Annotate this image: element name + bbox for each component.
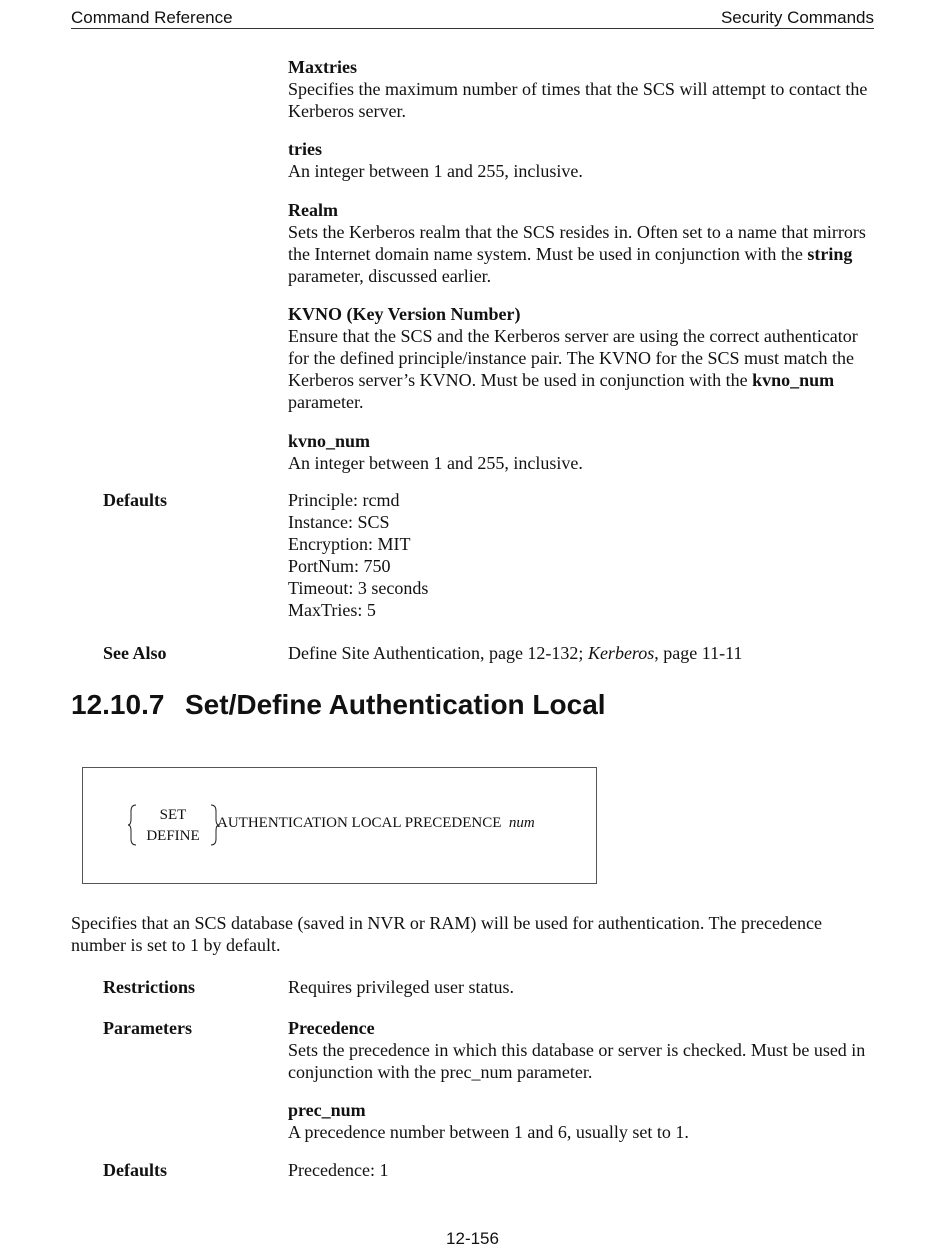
syntax-argument: num xyxy=(508,815,535,831)
param-desc-bold: string xyxy=(807,244,853,264)
param-desc-bold: kvno_num xyxy=(752,370,835,390)
param-kvno-num xyxy=(288,430,878,474)
param-desc: A precedence number between 1 and 6, usually set to 1. xyxy=(288,1122,689,1142)
param-term: KVNO (Key Version Number) xyxy=(288,304,521,324)
section-title: Set/Define Authentication Local xyxy=(185,689,606,720)
param-desc: An integer between 1 and 255, inclusive. xyxy=(288,453,583,473)
restrictions-label: Restrictions xyxy=(103,977,195,997)
section-description: Specifies that an SCS database (saved in NVR or RAM) will be used for authentication. The precedence number is set to 1 by default. xyxy=(71,913,822,955)
defaults-label: Defaults xyxy=(103,1160,167,1180)
page-number: 12-156 xyxy=(446,1229,499,1248)
param-desc-tail: parameter. xyxy=(288,392,364,412)
syntax-option-set: SET xyxy=(159,807,187,823)
section-heading xyxy=(71,688,606,722)
param-prec-num xyxy=(288,1099,878,1143)
default-line: PortNum: 750 xyxy=(288,556,391,576)
param-maxtries xyxy=(288,56,878,122)
default-line: Timeout: 3 seconds xyxy=(288,578,429,598)
param-term: kvno_num xyxy=(288,431,371,451)
param-term: prec_num xyxy=(288,1100,366,1120)
see-also-text xyxy=(288,642,878,664)
param-term: Maxtries xyxy=(288,57,357,77)
section-number: 12.10.7 xyxy=(71,689,165,720)
param-desc-tail: parameter, discussed earlier. xyxy=(288,266,492,286)
param-term: Precedence xyxy=(288,1018,375,1038)
param-tries xyxy=(288,138,878,182)
default-line: Instance: SCS xyxy=(288,512,390,532)
see-also-ref: Define Site Authentication, page 12-132; xyxy=(288,643,588,663)
running-header xyxy=(71,6,874,29)
param-kvno xyxy=(288,303,878,413)
default-line: Encryption: MIT xyxy=(288,534,411,554)
syntax-options xyxy=(143,805,203,847)
param-term: Realm xyxy=(288,200,338,220)
defaults-label: Defaults xyxy=(103,490,167,510)
defaults-precedence: Precedence: 1 xyxy=(288,1160,389,1180)
param-desc: Ensure that the SCS and the Kerberos server are using the correct authenticator for the defined principle/instance pair. The KVNO for the SCS must match the Kerberos server’s KVNO. Must be used in conjunction with the xyxy=(288,326,858,390)
syntax-option-define: DEFINE xyxy=(146,828,200,844)
default-line: MaxTries: 5 xyxy=(288,600,376,620)
param-desc: Specifies the maximum number of times that the SCS will attempt to contact the Kerberos server. xyxy=(288,79,868,121)
see-also-ref-tail: , page 11-11 xyxy=(654,643,743,663)
default-line: Principle: rcmd xyxy=(288,490,400,510)
param-desc: Sets the Kerberos realm that the SCS resides in. Often set to a name that mirrors the Internet domain name system. Must be used in conjunction with the xyxy=(288,222,866,264)
see-also-label: See Also xyxy=(103,643,167,663)
header-right: Security Commands xyxy=(720,8,874,27)
parameters-label: Parameters xyxy=(103,1018,192,1038)
param-desc: Sets the precedence in which this database or server is checked. Must be used in conjunction with the prec_num parameter. xyxy=(288,1040,866,1082)
param-precedence xyxy=(288,1017,878,1083)
defaults-list xyxy=(288,489,878,621)
param-desc: An integer between 1 and 255, inclusive. xyxy=(288,161,583,181)
syntax-keywords: AUTHENTICATION LOCAL PRECEDENCE xyxy=(217,815,502,831)
restrictions-text: Requires privileged user status. xyxy=(288,977,514,997)
syntax-command xyxy=(217,813,535,834)
param-realm xyxy=(288,199,878,287)
left-brace-icon xyxy=(127,804,137,846)
syntax-box xyxy=(82,767,597,884)
param-term: tries xyxy=(288,139,322,159)
header-left: Command Reference xyxy=(71,8,233,27)
see-also-italic: Kerberos xyxy=(587,643,655,663)
